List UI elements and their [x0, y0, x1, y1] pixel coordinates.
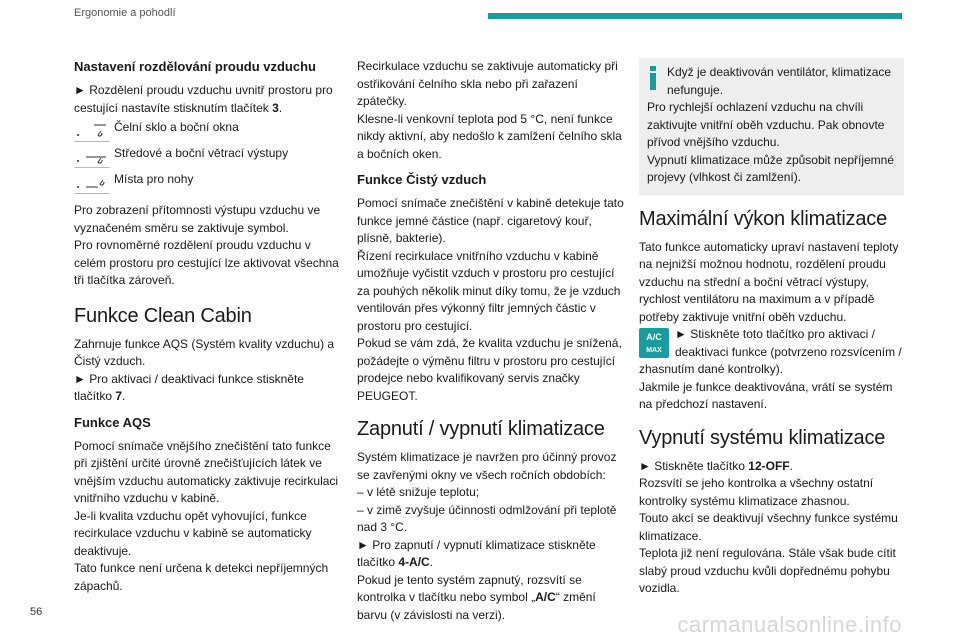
heading-ac-onoff: Zapnutí / vypnutí klimatizace	[357, 418, 605, 440]
airflow-label: Středové a boční větrací výstupy	[114, 146, 289, 160]
text-max: Tato funkce automaticky upraví nastavení teploty na nejnižší možnou hodnotu, rozdělení proudu vzduchu na střední a boční větrací výstupy, rychlost ventilátoru na maximum a v případě potřeby zaktivuje vnitřní oběh vzduchu.	[639, 239, 899, 324]
info-text-1: Když je deaktivován ventilátor, klimatizace nefunguje.	[667, 65, 892, 97]
heading-aqs: Funkce AQS	[74, 414, 151, 430]
face-vents-airflow-icon	[74, 145, 110, 168]
text-aqs-intro: Zahrnuje funkce AQS (Systém kvality vzduchu) a Čistý vzduch.	[74, 336, 335, 368]
text-recirc: Recirkulace vzduchu se zaktivuje automaticky při ostřikování čelního skla nebo při zařazení zpátečky.	[357, 59, 618, 108]
text-clean-air-2: Řízení recirkulace vnitřního vzduchu v kabině umožňuje vyčistit vzduch v prostoru pro cestující za pouhých několik minut díky tomu, že je vzduch ventilován přes výkonný filtr jemných částic v prostoru pro cestující.	[357, 248, 621, 333]
text-aqs-desc: Pomocí snímače vnějšího znečištění tato funkce při zjištění určité úrovně znečišťujících látek ve vnějším vzduchu automaticky zaktivuje recirkulaci vnitřního vzduchu v kabině.	[74, 438, 339, 505]
header-section-title: Ergonomie a pohodlí	[74, 7, 176, 19]
footwell-airflow-icon	[74, 171, 110, 194]
airflow-label: Místa pro nohy	[114, 172, 194, 186]
text-off-press: ► Stiskněte tlačítko 12-OFF.	[639, 458, 793, 473]
text-ac-light: Pokud je tento systém zapnutý, rozsvítí se kontrolka v tlačítku nebo symbol „A/C“ změní barvu (v závislosti na verzi).	[357, 572, 596, 622]
info-icon	[647, 66, 659, 90]
airflow-option-face-vents	[74, 145, 342, 169]
column-3	[639, 58, 904, 598]
text-ac-winter: – v zimě zvyšuje účinnosti odmlžování při teplotě nad 3 °C.	[357, 502, 617, 534]
text-ac-summer: – v létě snižuje teplotu;	[357, 485, 480, 499]
text-off-action: Touto akcí se deaktivují všechny funkce systému klimatizace.	[639, 511, 898, 543]
text-aqs-smell: Tato funkce není určena k detekci nepříjemných zápachů.	[74, 561, 329, 593]
text-uniform: Pro rovnoměrné rozdělení proudu vzduchu v celém prostoru pro cestující lze aktivovat všechna tři tlačítka zároveň.	[74, 238, 339, 287]
info-text-3: Vypnutí klimatizace může způsobit nepříjemné projevy (vlhkost či zamlžení).	[647, 152, 895, 184]
airflow-option-footwell	[74, 171, 342, 195]
info-box	[639, 58, 904, 195]
airflow-label: Čelní sklo a boční okna	[114, 120, 239, 134]
text-max-off: Jakmile je funkce deaktivována, vrátí se systém na předchozí nastavení.	[639, 379, 893, 411]
text-activate: ► Pro aktivaci / deaktivaci funkce stiskněte tlačítko 7.	[74, 371, 304, 403]
max-press-block	[639, 326, 904, 379]
windscreen-airflow-icon	[74, 119, 110, 142]
ac-max-icon: A/C MAX	[639, 328, 669, 358]
text-ac-press: ► Pro zapnutí / vypnutí klimatizace stiskněte tlačítko 4-A/C.	[357, 537, 596, 569]
heading-clean-air: Funkce Čistý vzduch	[357, 172, 487, 187]
heading-air-distribution: Nastavení rozdělování proudu vzduchu	[74, 59, 316, 74]
page-number: 56	[30, 606, 43, 618]
column-1	[74, 58, 342, 595]
text-ac-design: Systém klimatizace je navržen pro účinný provoz se zavřenými okny ve všech ročních obdobích:	[357, 450, 617, 482]
text-off-temp: Teplota již není regulována. Stále však bude cítit slabý proud vzduchu kvůli dopřednému pohybu vozidla.	[639, 546, 896, 595]
text-off-light: Rozsvítí se jeho kontrolka a všechny ostatní kontrolky systému klimatizace zhasnou.	[639, 476, 874, 508]
airflow-option-windscreen	[74, 119, 342, 143]
header-accent-bar	[488, 13, 902, 19]
text-filter: Pokud se vám zdá, že kvalita vzduchu je snížená, požádejte o výměnu filtru v prostoru pro cestující prodejce nebo kvalifikovaný servis značky PEUGEOT.	[357, 336, 622, 403]
text-clean-air: Pomocí snímače znečištění v kabině detekuje tato funkce jemné částice (např. cigaretový kouř, plísně, bakterie).	[357, 196, 624, 245]
text-distribution: ► Rozdělení proudu vzduchu uvnitř prostoru pro cestující nastavíte stisknutím tlačítek 3.	[74, 83, 333, 115]
text-aqs-good: Je-li kvalita vzduchu opět vyhovující, funkce recirkulace vzduchu v kabině se automaticky deaktivuje.	[74, 508, 312, 558]
text-temp: Klesne-li venkovní teplota pod 5 °C, není funkce nikdy aktivní, aby nedošlo k zamlžení čelního skla a bočních oken.	[357, 111, 622, 161]
text-max-press: ► Stiskněte toto tlačítko pro aktivaci / deaktivaci funkce (potvrzeno rozsvícením / zhasnutím dané kontrolky).	[639, 327, 902, 376]
info-text-2: Pro rychlejší ochlazení vzduchu na chvíli zaktivujte vnitřní oběh vzduchu. Pak obnovte přívod vnějšího vzduchu.	[647, 100, 885, 149]
heading-ac-off: Vypnutí systému klimatizace	[639, 426, 886, 449]
heading-clean-cabin: Funkce Clean Cabin	[74, 304, 252, 327]
heading-max-ac: Maximální výkon klimatizace	[639, 207, 888, 230]
text-symbol: Pro zobrazení přítomnosti výstupu vzduchu ve vyznačeném směru se zaktivuje symbol.	[74, 203, 321, 235]
watermark: carmanualsonline.info	[677, 612, 902, 637]
column-2	[357, 58, 625, 624]
